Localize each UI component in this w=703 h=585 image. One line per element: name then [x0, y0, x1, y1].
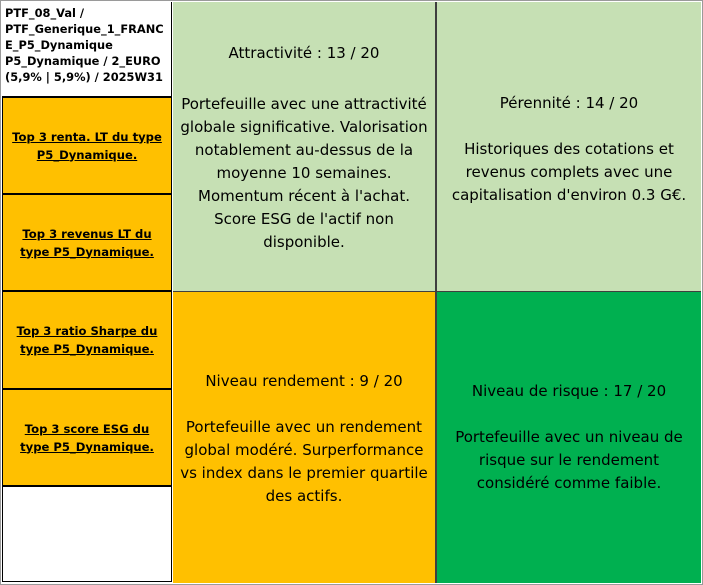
sidebar-item-top3-renta[interactable]: [2, 97, 172, 194]
rendement-title: Niveau rendement : 9 / 20: [205, 372, 403, 390]
perennite-text: Historiques des cotations et revenus complets avec une capitalisation d'environ 0.3 G€.: [451, 140, 687, 204]
perennite-title: Pérennité : 14 / 20: [499, 94, 639, 112]
risque-panel: [437, 292, 701, 583]
sidebar-item-top3-sharpe[interactable]: [2, 291, 172, 389]
header-line: P5_Dynamique / 2_EURO: [5, 54, 161, 68]
sidebar-item-top3-esg[interactable]: [2, 389, 172, 486]
sidebar-item-label: Top 3 renta. LT du type P5_Dynamique.: [12, 129, 162, 162]
sidebar-empty-cell: [2, 486, 172, 582]
header-line: E_P5_Dynamique: [5, 38, 113, 52]
portfolio-header: [2, 2, 172, 97]
header-line: PTF_Generique_1_FRANC: [5, 22, 164, 36]
sidebar-item-label: Top 3 revenus LT du type P5_Dynamique.: [20, 226, 154, 259]
header-line: PTF_08_Val /: [5, 6, 85, 20]
risque-title: Niveau de risque : 17 / 20: [471, 382, 667, 400]
sidebar-item-label: Top 3 score ESG du type P5_Dynamique.: [20, 421, 154, 454]
rendement-text: Portefeuille avec un rendement global modéré. Surperformance vs index dans le premier quartile des actifs.: [180, 418, 428, 505]
header-line: (5,9% | 5,9%) / 2025W31: [5, 70, 163, 84]
risque-text: Portefeuille avec un niveau de risque sur le rendement considéré comme faible.: [455, 428, 683, 492]
rendement-panel: [173, 292, 437, 583]
sidebar-item-top3-revenus[interactable]: [2, 194, 172, 291]
perennite-panel: [437, 2, 701, 292]
attractivite-title: Attractivité : 13 / 20: [228, 44, 380, 62]
attractivite-panel: [173, 2, 437, 292]
sidebar-item-label: Top 3 ratio Sharpe du type P5_Dynamique.: [16, 324, 158, 356]
attractivite-text: Portefeuille avec une attractivité globale significative. Valorisation notablement au-dessus de la moyenne 10 semaines. Momentum récent à l'achat. Score ESG de l'actif non disponible.: [180, 95, 428, 251]
